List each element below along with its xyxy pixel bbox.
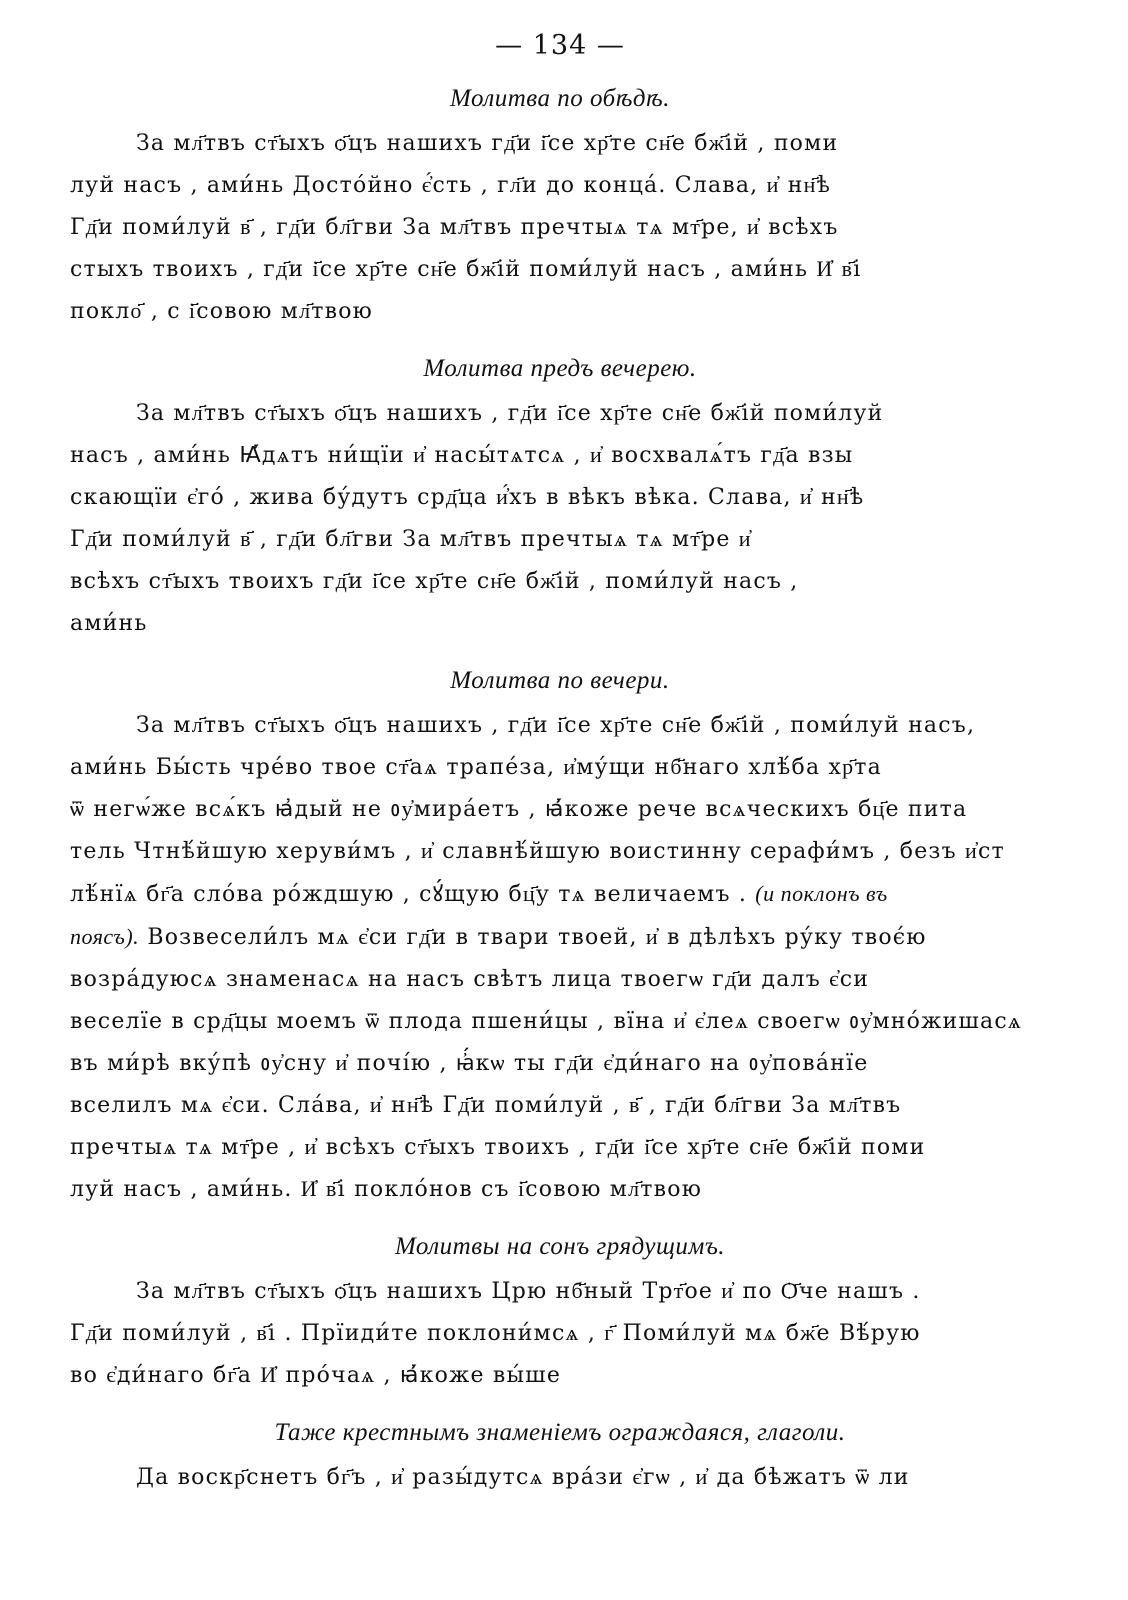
text-line: насъ , ами́нь Ꙗ҆́дѧтъ ни́щїи и҆ насы́тѧтсѧ , и҆ восхвалѧ́тъ гд҃а взы [70, 443, 854, 468]
text-line: веселїе в срд҃цы моемъ ѿ плода пшени́цы , вїна и҆ є҆леѧ своегѡ ᲂу҆мно́жишасѧ [70, 1009, 1023, 1034]
text-line: тель Чтнѣ́йшую херуви́мъ , и҆ славнѣ́йшую воистинну серафи́мъ , безъ и҆ст [70, 839, 1005, 864]
text-segment: лѣ́нїѧ бг҃а сло́ва ро́ждшую , сꙋ́щую бц҃у тѧ величаемъ . [70, 882, 748, 907]
prayer-paragraph [70, 393, 1050, 645]
text-line [70, 873, 1050, 916]
rubric-note: (и поклонъ въ [755, 881, 888, 906]
rubric-note: поясъ). [70, 924, 140, 949]
prayer-paragraph [70, 1457, 1050, 1499]
text-segment: Возвесели́лъ мѧ є҆си гд҃и в твари твоей, и҆ в дѣлѣхъ ру́ку твоє́ю [147, 925, 927, 950]
text-line: вселилъ мѧ є҆си. Сла́ва, и҆ нн҃ѣ Гд҃и поми́луй , в҃ , гд҃и бл҃гви За мл҃твъ [70, 1093, 902, 1118]
text-line: Да воскр҃снетъ бг҃ъ , и҆ разы́дутсѧ вра́зи є҆гѡ , и҆ да бѣжатъ ѿ ли [136, 1465, 910, 1490]
text-line: луй насъ , ами́нь Достóйно є҆́сть , гл҃и до конца́. Слава, и҆ нн҃ѣ [70, 173, 832, 198]
text-line [70, 916, 1050, 959]
text-line: въ ми́рѣ вку́пѣ ᲂу҆сну и҆ почі́ю , ꙗ҆́кѡ ты гд҃и є҆ди́наго на ᲂу҆пова́нїе [70, 1051, 869, 1076]
text-line: покло҃ , с і҃совою мл҃твою [70, 299, 374, 324]
text-line: скающїи є҆гó , жива бу́дутъ срд҃ца и҆́хъ в вѣкъ вѣка. Слава, и҆ нн҃ѣ [70, 485, 865, 510]
text-line: луй насъ , ами́нь. И҆ в҃і покло́нов съ і҃совою мл҃твою [70, 1177, 703, 1202]
prayer-paragraph [70, 123, 1050, 333]
text-line: За мл҃твъ ст҃ыхъ ѻ҃цъ нашихъ , гд҃и і҃се хр҃те сн҃е бж҃ій поми́луй [136, 401, 884, 426]
text-line: ѿ негѡ́же всѧ́къ ꙗ҆дый не ᲂу҆мира́етъ , ꙗ҆́коже рече всѧческихъ бц҃е пита [70, 797, 968, 822]
text-line: За мл҃твъ ст҃ыхъ ѻ҃цъ нашихъ Црю нб҃ный Трт҃ое и҆ по Ѻ҃че нашъ . [136, 1279, 921, 1304]
text-line: Гд҃и поми́луй , в҃і . Прїиди́те поклони́мсѧ , г҃ Поми́луй мѧ бж҃е Вѣ́рую [70, 1321, 921, 1346]
section-heading: Молитва по вечери. [450, 667, 670, 694]
text-line: пречтыѧ тѧ мт҃ре , и҆ всѣхъ ст҃ыхъ твоихъ , гд҃и і҃се хр҃те сн҃е бж҃ій поми [70, 1135, 926, 1160]
page-number: — 134 — [495, 30, 625, 61]
text-line: стыхъ твоихъ , гд҃и і҃се хр҃те сн҃е бж҃ій поми́луй насъ , ами́нь И҆ в҃і [70, 257, 862, 282]
prayer-paragraph [70, 705, 1050, 1211]
section-heading: Молитвы на сонъ грядущимъ. [394, 1233, 726, 1260]
text-line: Гд҃и поми́луй в҃ , гд҃и бл҃гви За мл҃твъ пречтыѧ тѧ мт҃ре, и҆ всѣхъ [70, 215, 839, 240]
section-heading: Молитва предъ вечерею. [423, 355, 697, 382]
section-heading: Таже крестнымъ знаменіемъ ограждаяся, глаголи. [274, 1419, 846, 1446]
text-line: ами́нь [70, 611, 148, 636]
text-line: Гд҃и поми́луй в҃ , гд҃и бл҃гви За мл҃твъ пречтыѧ тѧ мт҃ре и҆ [70, 527, 752, 552]
text-line: ами́нь Бы́сть чре́во твое ст҃аѧ трапе́за, и҆му́щи нб҃наго хлѣ́ба хр҃та [70, 755, 882, 780]
text-line: во є҆ди́наго бг҃а И҆ прóчаѧ , ꙗ҆́коже вы́ше [70, 1363, 562, 1388]
text-line: За мл҃твъ ст҃ыхъ ѻ҃цъ нашихъ гд҃и і҃се хр҃те сн҃е бж҃ій , поми [136, 131, 839, 156]
prayer-paragraph [70, 1271, 1050, 1397]
text-line: возра́дуюсѧ знаменасѧ на насъ свѣтъ лица твоегѡ гд҃и далъ є҆си [70, 967, 870, 992]
text-line: За мл҃твъ ст҃ыхъ ѻ҃цъ нашихъ , гд҃и і҃се хр҃те сн҃е бж҃ій , поми́луй насъ, [136, 713, 976, 738]
text-line: всѣхъ ст҃ыхъ твоихъ гд҃и і҃се хр҃те сн҃е бж҃ій , поми́луй насъ , [70, 569, 799, 594]
book-page [70, 30, 1050, 1570]
section-heading: Молитва по обѣдѣ. [450, 85, 670, 112]
